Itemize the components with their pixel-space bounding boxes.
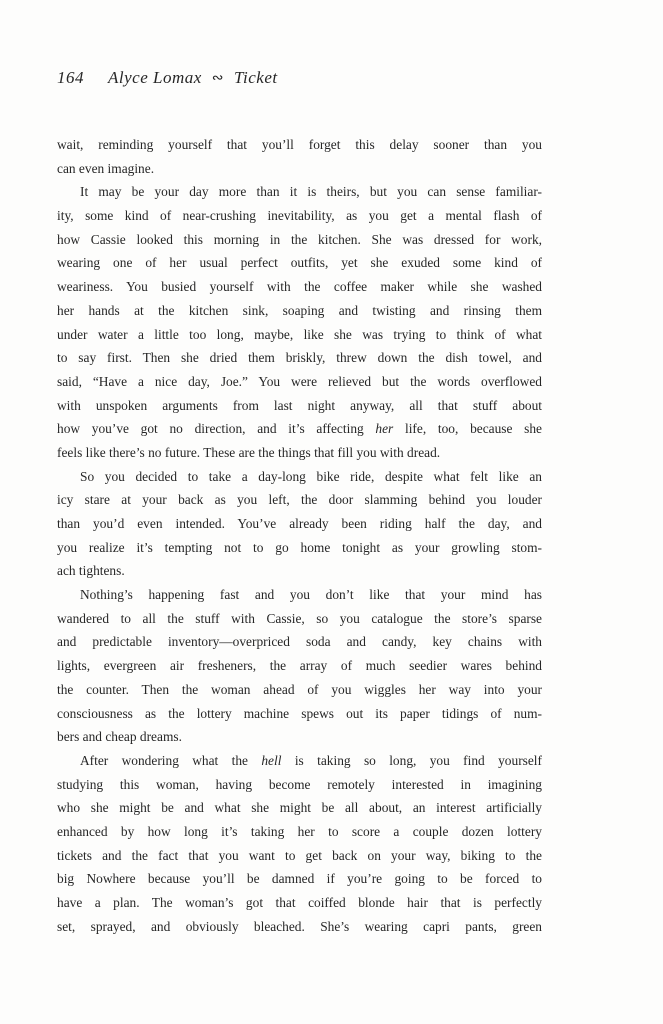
paragraph: [57, 583, 542, 749]
text-line: So you decided to take a day-long bike ride, despite what felt like an: [80, 468, 542, 484]
text-line: how you’ve got no direction, and it’s affecting her life, too, because she: [57, 421, 542, 437]
text-line: feels like there’s no future. These are the things that fill you with dread.: [57, 444, 441, 460]
running-head-author: Alyce Lomax: [108, 68, 202, 87]
page-number: 164: [57, 68, 84, 87]
text-line: wearing one of her usual perfect outfits, yet she exuded some kind of: [57, 255, 542, 271]
text-line: set, sprayed, and obviously bleached. She’s wearing capri pants, green: [57, 918, 542, 934]
text-line: her hands at the kitchen sink, soaping and twisting and rinsing them: [57, 302, 542, 318]
text-line: with unspoken arguments from last night anyway, all that stuff about: [57, 397, 542, 413]
text-line: weariness. You busied yourself with the coffee maker while she washed: [57, 279, 542, 295]
text-block: [57, 133, 542, 938]
text-line: have a plan. The woman’s got that coiffed blonde hair that is perfectly: [57, 895, 542, 910]
running-head: [57, 68, 543, 88]
text-line: who she might be and what she might be all about, an interest artificially: [57, 800, 542, 816]
text-line: bers and cheap dreams.: [57, 729, 182, 745]
text-line: After wondering what the hell is taking so long, you find yourself: [80, 752, 542, 768]
text-line: tickets and the fact that you want to get back on your way, biking to the: [57, 847, 542, 863]
text-line: wait, reminding yourself that you’ll forget this delay sooner than you: [57, 137, 542, 152]
text-line: big Nowhere because you’ll be damned if you’re going to be forced to: [57, 871, 542, 887]
running-head-title: Ticket: [234, 68, 278, 87]
paragraph: [57, 749, 542, 939]
text-line: It may be your day more than it is theirs, but you can sense familiar-: [80, 184, 542, 200]
text-line: enhanced by how long it’s taking her to score a couple dozen lottery: [57, 823, 542, 839]
text-line: said, “Have a nice day, Joe.” You were relieved but the words overflowed: [57, 373, 542, 389]
text-line: how Cassie looked this morning in the kitchen. She was dressed for work,: [57, 231, 542, 247]
text-line: can even imagine.: [57, 160, 155, 176]
text-line: icy stare at your back as you left, the door slamming behind you louder: [57, 492, 542, 508]
text-line: than you’d even intended. You’ve already been riding half the day, and: [57, 516, 542, 531]
text-line: you realize it’s tempting not to go home tonight as your growling stom-: [57, 539, 542, 555]
text-line: ach tightens.: [57, 563, 125, 579]
paragraph: [57, 180, 542, 464]
text-line: and predictable inventory—overpriced soda and candy, key chains with: [57, 634, 542, 650]
text-line: Nothing’s happening fast and you don’t like that your mind has: [80, 587, 542, 603]
text-line: lights, evergreen air fresheners, the array of much seedier wares behind: [57, 658, 542, 674]
text-line: ity, some kind of near-crushing inevitability, as you get a mental flash of: [57, 208, 542, 224]
header-separator-icon: ∾: [211, 71, 225, 86]
text-line: wandered to all the stuff with Cassie, so you catalogue the store’s sparse: [57, 610, 542, 626]
text-line: under water a little too long, maybe, like she was trying to think of what: [57, 326, 542, 342]
text-line: consciousness as the lottery machine spews out its paper tidings of num-: [57, 705, 542, 721]
paragraph: [57, 465, 542, 583]
text-line: to say first. Then she dried them briskly, threw down the dish towel, and: [57, 350, 542, 366]
text-line: studying this woman, having become remotely interested in imagining: [57, 776, 542, 792]
paragraph: [57, 133, 542, 180]
text-line: the counter. Then the woman ahead of you wiggles her way into your: [57, 681, 542, 697]
